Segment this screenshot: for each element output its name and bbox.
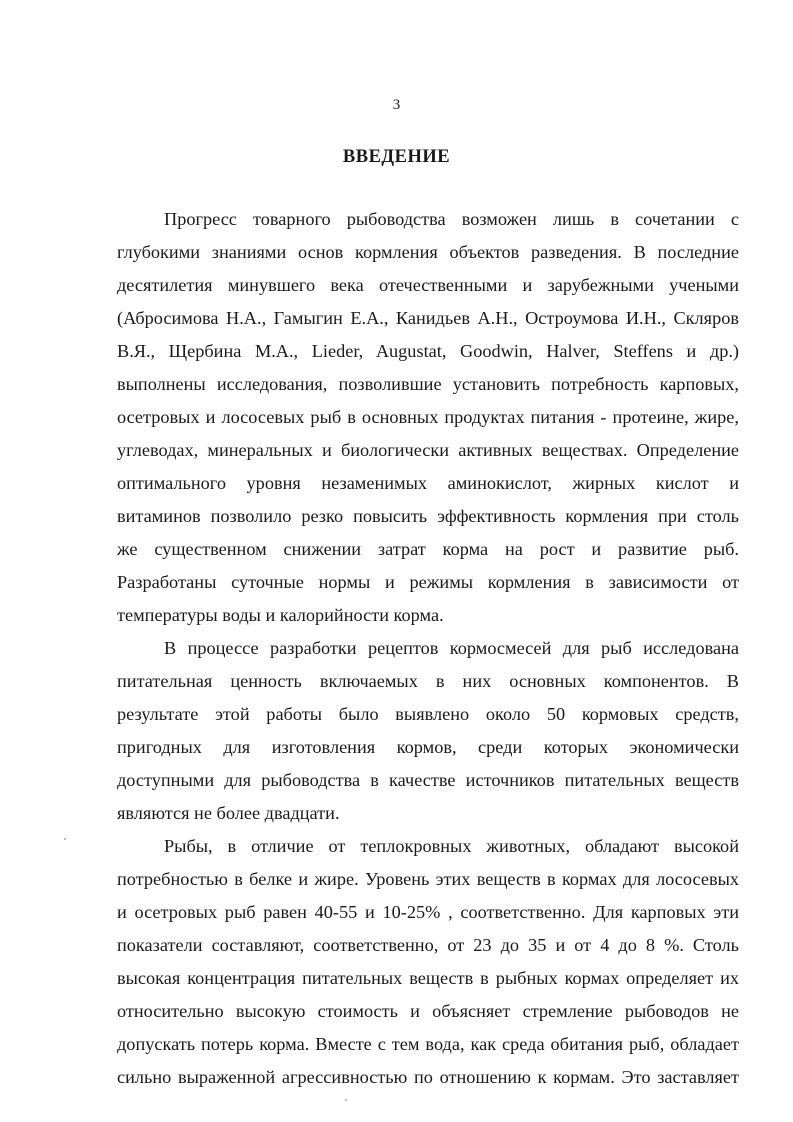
text-line: витаминов позволило резко повысить эффективность кормления при столь — [117, 506, 739, 526]
text-line: температуры воды и калорийности корма. — [117, 605, 444, 625]
text-line: результате этой работы было выявлено около 50 кормовых средств, — [117, 704, 739, 724]
text-line: и осетровых рыб равен 40-55 и 10-25% , соответственно. Для карповых эти — [117, 902, 739, 922]
text-line: показатели составляют, соответственно, от 23 до 35 и от 4 до 8 %. Столь — [117, 935, 739, 955]
text-line: относительно высокую стоимость и объясняет стремление рыбоводов не — [117, 1001, 739, 1021]
text-line: осетровых и лососевых рыб в основных продуктах питания - протеине, жире, — [117, 407, 739, 427]
section-heading: ВВЕДЕНИЕ — [342, 147, 451, 167]
text-line: потребностью в белке и жире. Уровень этих веществ в кормах для лососевых — [117, 869, 739, 889]
text-line: сильно выраженной агрессивностью по отношению к кормам. Это заставляет — [117, 1067, 739, 1087]
text-line: Разработаны суточные нормы и режимы кормления в зависимости от — [117, 572, 739, 592]
text-line: доступными для рыбоводства в качестве источников питательных веществ — [117, 770, 739, 790]
text-line: оптимального уровня незаменимых аминокислот, жирных кислот и — [117, 473, 739, 493]
paragraph-2 — [117, 632, 739, 830]
text-line: Прогресс товарного рыбоводства возможен лишь в сочетании с — [164, 209, 739, 229]
text-line: пригодных для изготовления кормов, среди которых экономически — [117, 737, 739, 757]
text-line: углеводах, минеральных и биологически активных веществах. Определение — [117, 440, 739, 460]
page-number: 3 — [392, 97, 401, 113]
text-line: являются не более двадцати. — [117, 803, 340, 823]
text-line: десятилетия минувшего века отечественными и зарубежными учеными — [117, 275, 739, 295]
paragraph-1 — [117, 203, 739, 632]
text-line: выполнены исследования, позволившие установить потребность карповых, — [117, 374, 739, 394]
text-line: же существенном снижении затрат корма на рост и развитие рыб. — [117, 539, 739, 559]
text-line: питательная ценность включаемых в них основных компонентов. В — [117, 671, 739, 691]
scan-speck — [64, 838, 66, 840]
text-line: Рыбы, в отличие от теплокровных животных, обладают высокой — [164, 836, 739, 856]
text-line: высокая концентрация питательных веществ в рыбных кормах определяет их — [117, 968, 739, 988]
paragraph-3 — [117, 830, 739, 1094]
text-line: (Абросимова Н.А., Гамыгин Е.А., Канидьев А.Н., Остроумова И.Н., Скляров — [117, 308, 739, 328]
body-text — [117, 203, 739, 1094]
text-line: В.Я., Щербина М.А., Lieder, Augustat, Goodwin, Halver, Steffens и др.) — [117, 341, 739, 361]
scan-speck — [345, 1099, 347, 1101]
text-line: В процессе разработки рецептов кормосмесей для рыб исследована — [164, 638, 739, 658]
text-line: допускать потерь корма. Вместе с тем вода, как среда обитания рыб, обладает — [117, 1034, 739, 1054]
text-line: глубокими знаниями основ кормления объектов разведения. В последние — [117, 242, 739, 262]
